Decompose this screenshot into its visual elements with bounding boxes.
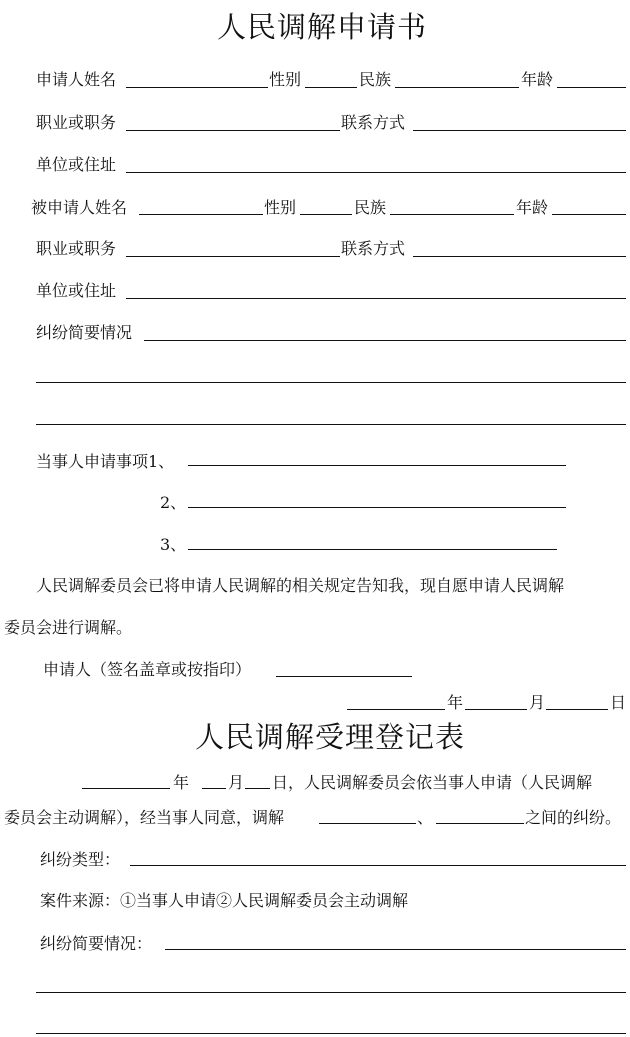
applicant-age-field[interactable]	[557, 87, 626, 88]
respondent-occupation-field[interactable]	[126, 256, 340, 257]
party-separator: 、	[417, 808, 434, 827]
registration-intro-text: 日，人民调解委员会依当事人申请（人民调解	[272, 773, 593, 792]
applicant-name-label: 申请人姓名	[36, 70, 117, 89]
respondent-contact-field[interactable]	[413, 256, 626, 257]
applicant-occupation-label: 职业或职务	[36, 113, 117, 132]
dispute-summary-continuation-1[interactable]	[36, 382, 626, 383]
request-item-1-field[interactable]	[188, 465, 566, 466]
respondent-ethnicity-label: 民族	[354, 198, 387, 217]
registration-day-field[interactable]	[245, 788, 270, 789]
applicant-occupation-field[interactable]	[126, 130, 340, 131]
respondent-ethnicity-field[interactable]	[390, 214, 514, 215]
respondent-name-field[interactable]	[139, 214, 263, 215]
party-2-field[interactable]	[436, 823, 524, 824]
applicant-ethnicity-label: 民族	[359, 70, 392, 89]
respondent-age-field[interactable]	[552, 214, 626, 215]
respondent-gender-field[interactable]	[300, 214, 352, 215]
registration-summary-continuation-1[interactable]	[36, 992, 626, 993]
applicant-contact-label: 联系方式	[341, 113, 406, 132]
signature-field[interactable]	[276, 676, 412, 677]
dispute-type-label: 纠纷类型：	[40, 850, 121, 869]
registration-summary-field[interactable]	[165, 949, 626, 950]
request-item-3-label: 3、	[160, 535, 187, 554]
application-month-field[interactable]	[465, 709, 527, 710]
application-month-label: 月	[529, 693, 546, 712]
application-year-label: 年	[447, 693, 464, 712]
respondent-gender-label: 性别	[264, 198, 297, 217]
respondent-address-field[interactable]	[126, 298, 626, 299]
applicant-ethnicity-field[interactable]	[395, 87, 519, 88]
applicant-gender-field[interactable]	[305, 87, 357, 88]
registration-intro-end: 之间的纠纷。	[525, 808, 622, 827]
case-source-label: 案件来源：①当事人申请②人民调解委员会主动调解	[40, 891, 409, 910]
registration-title: 人民调解受理登记表	[195, 720, 466, 754]
registration-year-field[interactable]	[82, 788, 170, 789]
request-item-2-label: 2、	[160, 493, 187, 512]
respondent-name-label: 被申请人姓名	[31, 198, 128, 217]
registration-year-label: 年	[173, 773, 190, 792]
party-1-field[interactable]	[319, 823, 416, 824]
dispute-summary-field[interactable]	[144, 340, 626, 341]
respondent-address-label: 单位或住址	[36, 281, 117, 300]
registration-intro-line-2: 委员会主动调解），经当事人同意，调解	[4, 808, 285, 827]
application-title: 人民调解申请书	[217, 10, 428, 44]
declaration-line-2: 委员会进行调解。	[4, 618, 133, 637]
registration-month-field[interactable]	[202, 788, 226, 789]
registration-month-label: 月	[228, 773, 245, 792]
respondent-occupation-label: 职业或职务	[36, 239, 117, 258]
request-item-2-field[interactable]	[188, 507, 566, 508]
dispute-summary-continuation-2[interactable]	[36, 424, 626, 425]
signature-label: 申请人（签名盖章或按指印）	[43, 660, 252, 679]
application-day-field[interactable]	[546, 709, 608, 710]
applicant-address-label: 单位或住址	[36, 155, 117, 174]
applicant-gender-label: 性别	[269, 70, 302, 89]
dispute-type-field[interactable]	[130, 865, 626, 866]
declaration-line-1: 人民调解委员会已将申请人民调解的相关规定告知我，现自愿申请人民调解	[36, 576, 565, 595]
respondent-contact-label: 联系方式	[341, 239, 406, 258]
application-year-field[interactable]	[347, 709, 445, 710]
applicant-contact-field[interactable]	[413, 130, 626, 131]
request-item-3-field[interactable]	[188, 549, 557, 550]
application-day-label: 日	[610, 693, 627, 712]
registration-summary-label: 纠纷简要情况：	[40, 934, 153, 953]
applicant-age-label: 年龄	[521, 70, 554, 89]
request-items-label: 当事人申请事项1、	[36, 452, 175, 471]
dispute-summary-label: 纠纷简要情况	[36, 323, 133, 342]
registration-summary-continuation-2[interactable]	[36, 1033, 626, 1034]
applicant-name-field[interactable]	[126, 87, 268, 88]
respondent-age-label: 年龄	[516, 198, 549, 217]
applicant-address-field[interactable]	[126, 172, 626, 173]
